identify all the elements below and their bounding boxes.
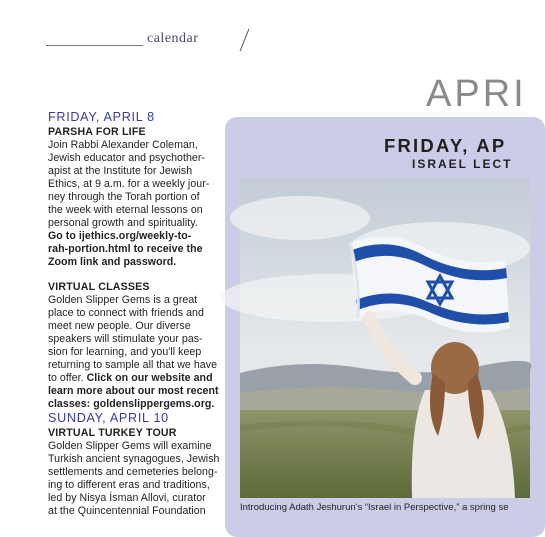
event-body-parsha: [48, 139, 220, 269]
body-line: meet new people. Our diverse: [48, 320, 191, 332]
body-line: speakers will stimulate your pas-: [48, 333, 203, 345]
photo-caption: Introducing Adath Jeshurun's “Israel in Perspective,” a spring se: [240, 502, 509, 513]
body-line: led by Nisya İsman Allovi, curator: [48, 492, 206, 504]
body-line: personal growth and spirituality.: [48, 217, 198, 229]
body-line: Join Rabbi Alexander Coleman,: [48, 139, 198, 151]
event-body-virtual-classes: [48, 294, 220, 411]
link-line[interactable]: learn more about our most recent: [48, 385, 219, 397]
link-line[interactable]: classes: goldenslippergems.org.: [48, 398, 215, 410]
body-line: ing to different eras and traditions,: [48, 479, 210, 491]
event-title-parsha: PARSHA FOR LIFE: [48, 126, 146, 138]
header-slash: [240, 29, 250, 52]
section-label: calendar: [143, 31, 202, 47]
day-heading-sunday: SUNDAY, APRIL 10: [48, 411, 169, 425]
body-line: sion for learning, and you'll keep: [48, 346, 202, 358]
event-body-turkey-tour: [48, 440, 220, 518]
running-header: [46, 28, 216, 52]
link-line[interactable]: Go to ijethics.org/weekly-to-: [48, 230, 192, 242]
calendar-column: [48, 110, 220, 518]
link-line[interactable]: Zoom link and password.: [48, 256, 177, 268]
body-line: Jewish educator and psychother-: [48, 152, 206, 164]
body-line: the week with eternal lessons on: [48, 204, 203, 216]
body-line: ney through the Torah portion of: [48, 191, 200, 203]
child-flag-illustration: [240, 178, 530, 498]
link-line[interactable]: rah-portion.html to receive the: [48, 243, 203, 255]
feature-title: FRIDAY, AP: [384, 135, 507, 156]
website-link[interactable]: Click on our website and: [86, 372, 213, 384]
body-line: Turkish ancient synagogues, Jewish: [48, 453, 220, 465]
body-line: at the Quincentennial Foundation: [48, 505, 206, 517]
day-heading-friday: FRIDAY, APRIL 8: [48, 110, 155, 124]
body-line: place to connect with friends and: [48, 307, 204, 319]
body-line: returning to sample all that we have: [48, 359, 218, 371]
event-title-virtual-classes: VIRTUAL CLASSES: [48, 281, 150, 293]
feature-photo: [240, 178, 530, 498]
body-line-mixed: to offer. Click on our website and: [48, 372, 213, 384]
body-line: apist at the Institute for Jewish: [48, 165, 193, 177]
feature-subtitle: ISRAEL LECT: [412, 157, 513, 171]
body-line: Golden Slipper Gems will examine: [48, 440, 212, 452]
body-line: Golden Slipper Gems is a great: [48, 294, 198, 306]
body-line: Ethics, at 9 a.m. for a weekly jour-: [48, 178, 210, 190]
month-heading: APRI: [426, 73, 527, 115]
body-line: settlements and cemeteries belong-: [48, 466, 218, 478]
event-title-turkey-tour: VIRTUAL TURKEY TOUR: [48, 427, 177, 439]
